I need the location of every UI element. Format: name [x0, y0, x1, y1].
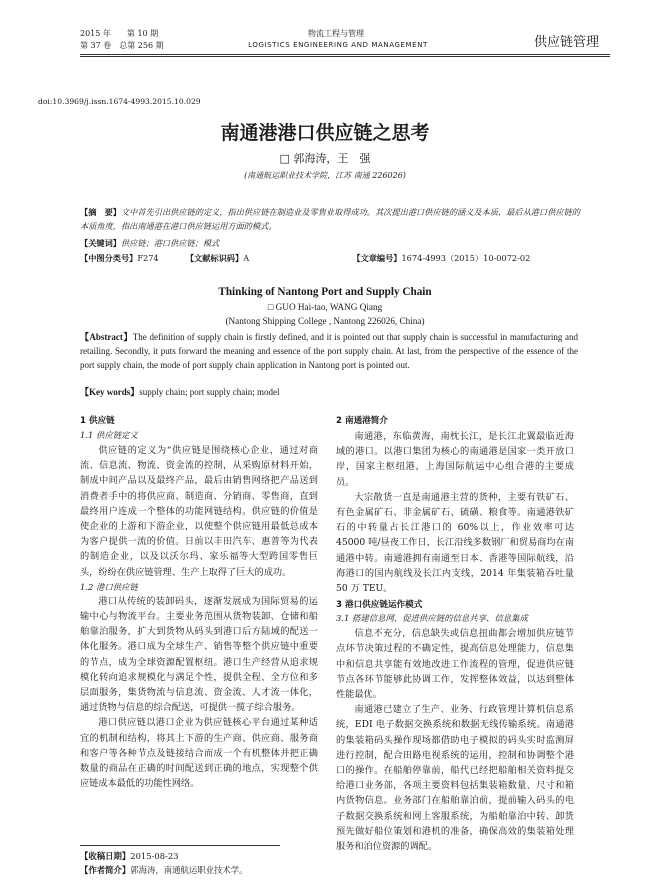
left-column	[80, 414, 318, 791]
section-1-heading: 1 供应链	[80, 416, 115, 426]
author-bio-text: 郭海涛，南通航运职业技术学。	[130, 865, 248, 875]
header-journal-cn: 物流工程与管理	[308, 29, 364, 38]
header-journal-en: LOGISTICS ENGINEERING AND MANAGEMENT	[248, 41, 428, 49]
title-en: Thinking of Nantong Port and Supply Chain	[218, 286, 432, 298]
authors: □ 郭海涛，王 强	[279, 152, 371, 165]
section-3-heading: 3 港口供应链运作模式	[336, 600, 423, 611]
header-rule	[80, 54, 610, 55]
header-rule-2	[80, 56, 610, 57]
keywords-cn-text: 供应链；港口供应链；模式	[120, 238, 220, 248]
clc-label: 【中图分类号】	[80, 253, 138, 263]
footnote-rule	[80, 845, 280, 846]
clc-value: F274	[137, 253, 159, 263]
abstract-en-label: 【Abstract】	[80, 332, 133, 342]
author-bio	[80, 864, 248, 876]
section-3-1-paragraph-2: 南通港已建立了生产、业务、行政管理计算机信息系统，EDI 电子数据交换系统和数据无线传输系统。南通港的集装箱码头操作现场都借助电子模拟的码头实时监测屏进行控制，配合田路电视系统的运用，控制和协调整个港口的操作。在船舶停靠前，船代已经把船舶相关资料提交给港口业务部，各项主要资料包括集装箱数量、尺寸和箱内货物信息。业务部门在船舶靠泊前，提前输入码头的电子数据交换系统和网上客服系统，为船舶靠泊中转、卸货预先做好船位策划和港机的准备，确保高效的集装箱处理服务和泊位资源的调配。	[336, 704, 574, 853]
section-2-heading: 2 南通港简介	[336, 416, 388, 426]
received-date	[80, 850, 179, 862]
received-value: 2015-08-23	[130, 851, 179, 861]
doc-code-label: 【文献标识码】	[185, 253, 244, 263]
keywords-cn	[80, 238, 219, 249]
affiliation-en: (Nantong Shipping College , Nantong 226026, China)	[225, 316, 425, 326]
section-1-2-paragraph-2: 港口供应链以港口企业为供应链核心平台通过某种适宜的机制和结构，将其上下游的生产商、供应商、服务商和客户等各种节点及链接结合而成一个有机整体并把正确数量的商品在正确的时间配送到正确的地点，实现整个供应链成本最低的功能性网络。	[80, 717, 318, 790]
abstract-cn-text: 文中首先引出供应链的定义，指出供应链在制造业及零售业取得成功。其次提出港口供应链的涵义及本质，最后从港口供应链的本质角度，指出南通港在港口供应链运用方面的模式。	[80, 207, 580, 231]
abstract-cn	[80, 206, 580, 233]
header-year-issue: 2015 年 第 10 期	[80, 29, 159, 38]
section-3-1-paragraph-1: 信息不充分，信息缺失或信息扭曲都会增加供应链节点环节决策过程的不确定性，提高信息处理能力，信息集中和信息共享能有效地改进工作流程的管理，促进供应链节点各环节能够此协调工作，发挥整体效益，以达到整体性能最优。	[336, 628, 574, 701]
author-bio-label: 【作者简介】	[80, 865, 131, 875]
doi: doi:10.3969/j.issn.1674-4993.2015.10.029	[38, 97, 201, 106]
article-id-value: 1674-4993（2015）10-0072-02	[401, 253, 531, 263]
keywords-cn-label: 【关键词】	[80, 238, 121, 248]
section-1-1-paragraph: 供应链的定义为“供应链是围绕核心企业，通过对商流、信息流、物流、资金流的控制，从采购原材料开始，制成中间产品以及最终产品，最后由销售网络把产品送到消费者手中的将供应商、制造商、分销商、零售商，直到最终用户连成一个整体的功能网链结构。供应链的价值是使企业的上游和下游企业，以使整个供应链用最低总成本为客户提供一流的价值。日前以丰田汽车、惠普等为代表的制造企业，以及以沃尔玛、家乐福等大型跨国零售巨头，纷纷在供应链管理、生产上取得了巨大的成功。	[80, 445, 318, 578]
abstract-en	[80, 331, 578, 372]
received-label: 【收稿日期】	[80, 851, 131, 861]
section-1-2-paragraph-1: 港口从传统的装卸码头，逐渐发展成为国际贸易的运输中心与物流平台。主要业务范围从货物装卸、仓储和船舶靠泊服务，扩大到货物从码头到港口后方陆域的配送一体化服务。港口成为全球生产、销售等整个供应链中重要的节点，成为全球资源配置枢纽。港口生产经营从追求规模化转向追求规模化与满足个性，提供全程、全方位和多层面服务，集货物流与信息流、资金流、人才流一体化，通过货物与信息的综合配送，可提供一揽子综合服务。	[80, 595, 318, 714]
header-column: 供应链管理	[534, 35, 600, 50]
keywords-en	[80, 385, 279, 398]
section-1-1-heading: 1.1 供应链定义	[80, 430, 138, 440]
header-volume: 第 37 卷 总第 256 期	[80, 41, 164, 50]
keywords-en-label: 【Key words】	[80, 387, 140, 397]
right-column	[336, 414, 574, 854]
section-3-1-heading: 3.1 搭建信息网，促进供应链的信息共享、信息集成	[336, 613, 528, 624]
section-2-paragraph-1: 南通港，东临黄海，南枕长江，是长江北翼最临近海域的港口。以港口集团为核心的南通港是国家一类开放口岸，国家主枢纽港，上海国际航运中心组合港的主要成员。	[336, 431, 574, 488]
doc-code-value: A	[243, 253, 250, 263]
abstract-cn-label: 【摘 要】	[80, 207, 121, 217]
abstract-en-text: The definition of supply chain is firstly defined, and it is pointed out that supply chain is successful in manufacturing and retailing. Secondly, it puts forward the meaning and essence of the port supply chain. At last, from the perspective of the essence of the port supply chain, the mode of port supply chain application in Nantong port is pointed out.	[80, 332, 578, 370]
article-id-label: 【文章编号】	[352, 253, 402, 263]
section-2-paragraph-2: 大宗散货一直是南通港主营的货种，主要有铁矿石、有色金属矿石、非金属矿石、硫磺、粮食等。南通港铁矿石的中转量占长江港口的 60%以上，作业效率可达 45000 吨/昼夜工作日，长江沿线多数钢厂和贸易商均在南通港中转。南通港拥有南通至日本、香港等国际航线，沿海港口的国内航线及长江内支线，2014 年集装箱吞吐量 50 万 TEU。	[336, 491, 574, 595]
affiliation: (南通航运职业技术学院，江苏 南通 226026)	[244, 171, 406, 180]
classification-row	[80, 253, 580, 264]
paper-title: 南通港港口供应链之思考	[220, 122, 430, 144]
section-1-2-heading: 1.2 港口供应链	[80, 581, 138, 592]
keywords-en-text: supply chain; port supply chain; model	[139, 387, 280, 397]
authors-en: □ GUO Hai-tao, WANG Qiang	[267, 302, 383, 312]
